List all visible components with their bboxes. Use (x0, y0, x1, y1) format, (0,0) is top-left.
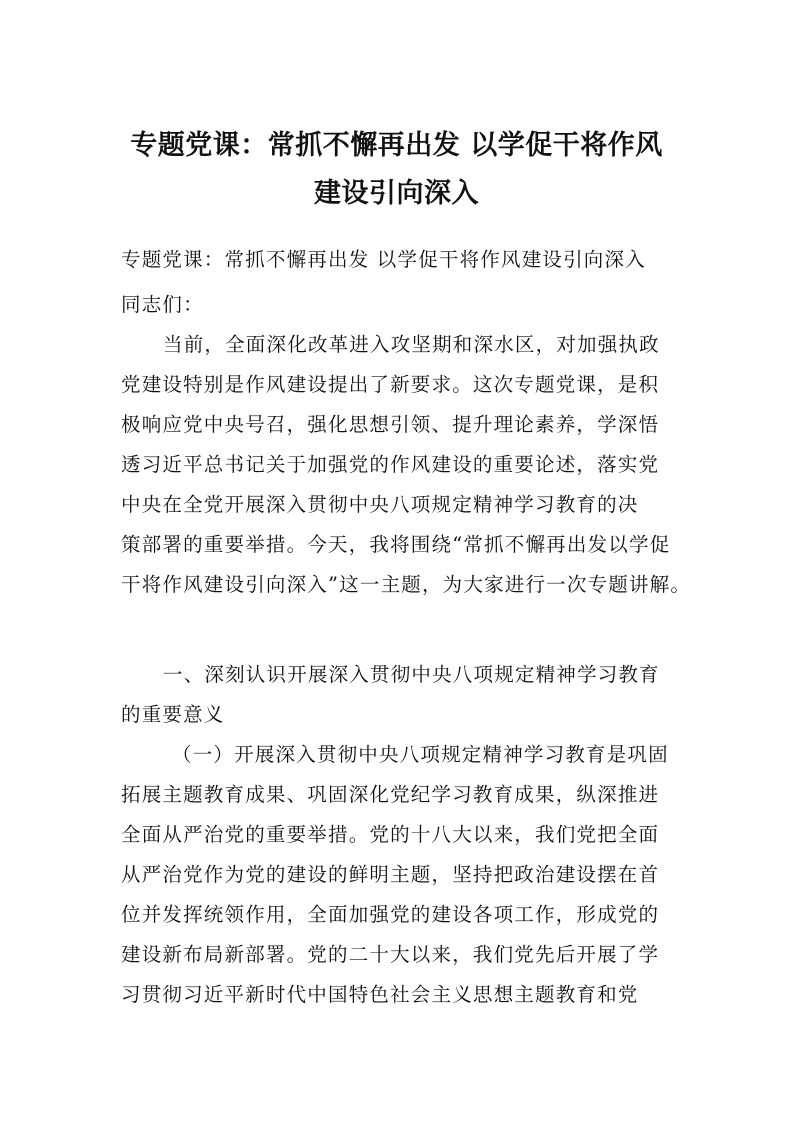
paragraph-1-line: 透习近平总书记关于加强党的作风建设的重要论述，落实党 (121, 453, 660, 476)
document-title-line-1: 专题党课：常抓不懈再出发 以学促干将作风 (130, 130, 663, 161)
paragraph-2-line: 全面从严治党的重要举措。党的十八大以来，我们党把全面 (121, 823, 660, 846)
paragraph-2-line: 位并发挥统领作用，全面加强党的建设各项工作，形成党的 (121, 903, 660, 926)
paragraph-2-line: 从严治党作为党的建设的鲜明主题，坚持把政治建设摆在首 (121, 863, 660, 886)
paragraph-2-line: 拓展主题教育成果、巩固深化党纪学习教育成果，纵深推进 (121, 783, 660, 806)
paragraph-1-line: 中央在全党开展深入贯彻中央八项规定精神学习教育的决 (121, 493, 639, 516)
paragraph-2-line: 习贯彻习近平新时代中国特色社会主义思想主题教育和党 (121, 983, 639, 1006)
paragraph-2-line: 建设新布局新部署。党的二十大以来，我们党先后开展了学 (121, 943, 660, 966)
paragraph-1-line: 当前，全面深化改革进入攻坚期和深水区，对加强执政 (163, 333, 660, 356)
paragraph-1-line: 干将作风建设引向深入”这一主题，为大家进行一次专题讲解。 (121, 573, 692, 596)
section-1-heading-line: 一、深刻认识开展深入贯彻中央八项规定精神学习教育 (163, 663, 660, 686)
document-title-line-2: 建设引向深入 (314, 178, 479, 209)
paragraph-1-line: 党建设特别是作风建设提出了新要求。这次专题党课，是积 (121, 373, 660, 396)
salutation: 同志们： (121, 293, 204, 316)
paragraph-1-line: 策部署的重要举措。今天，我将围绕“常抓不懈再出发以学促 (121, 533, 671, 556)
section-1-heading-line: 的重要意义 (121, 703, 225, 726)
subtitle-line: 专题党课：常抓不懈再出发 以学促干将作风建设引向深入 (121, 248, 646, 271)
paragraph-1-line: 极响应党中央号召，强化思想引领、提升理论素养，学深悟 (121, 413, 660, 436)
paragraph-2-line: （一）开展深入贯彻中央八项规定精神学习教育是巩固 (172, 743, 669, 766)
